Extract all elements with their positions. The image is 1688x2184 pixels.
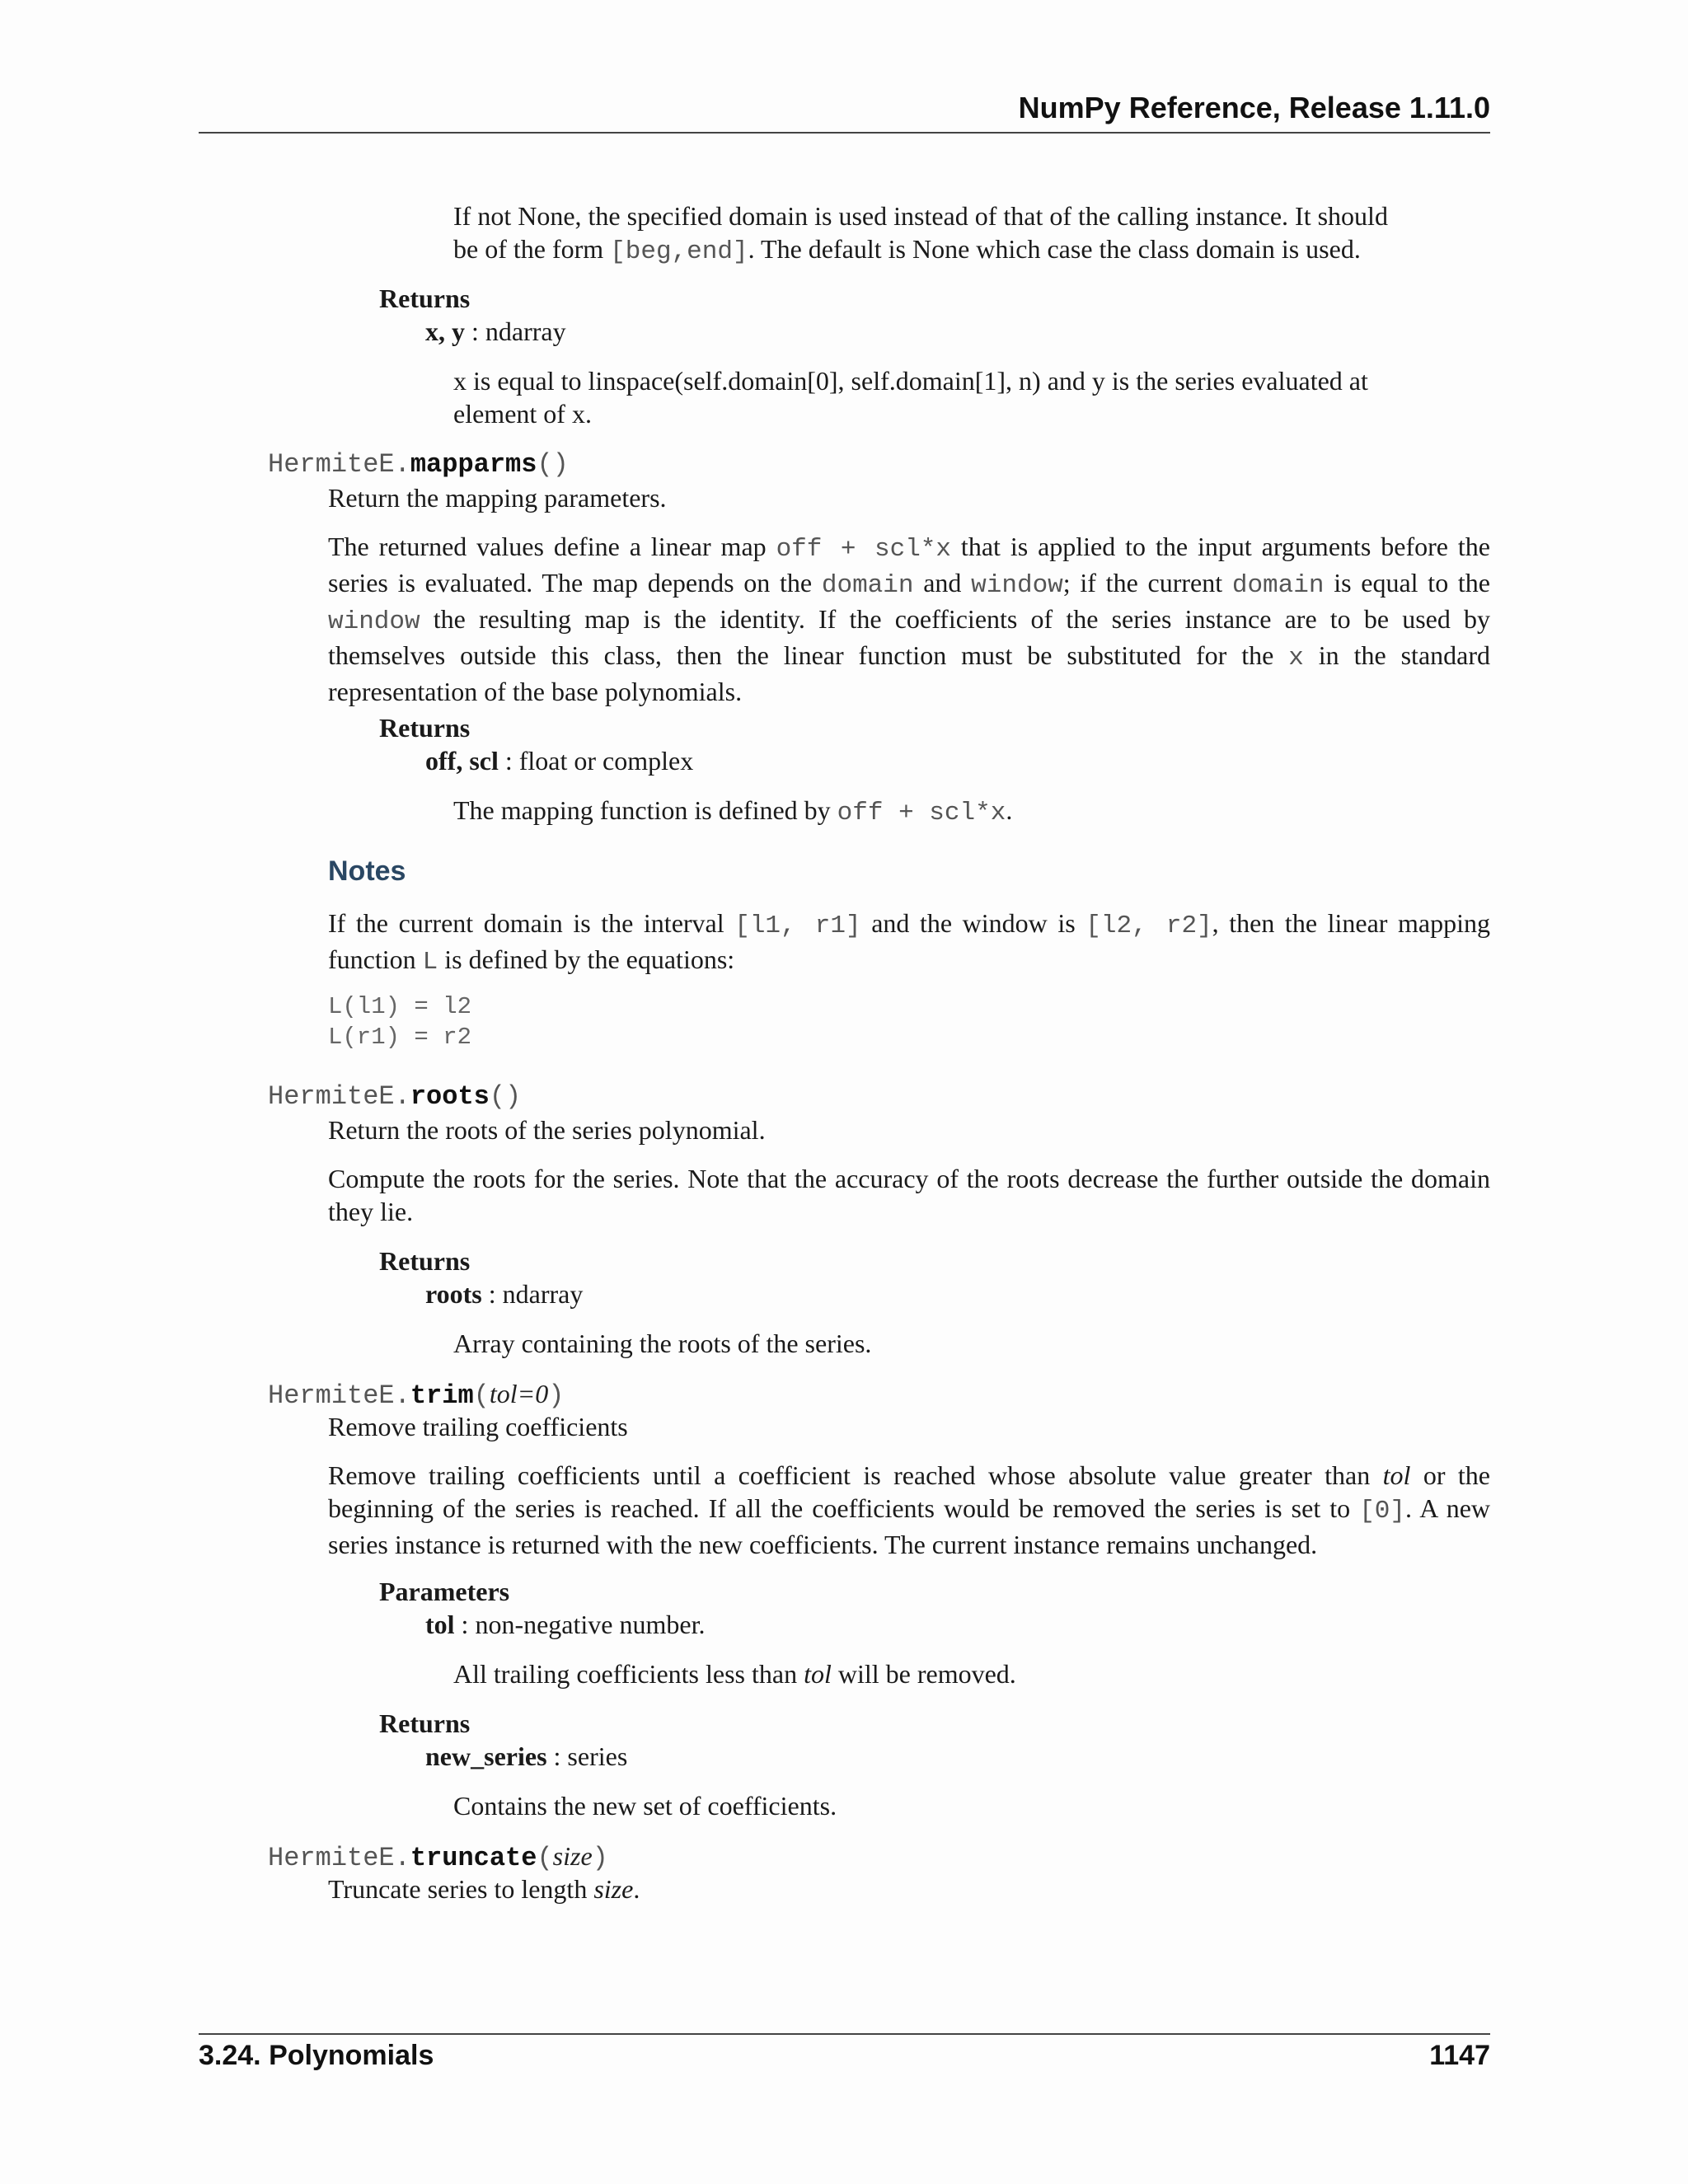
trim-signature: [268, 1377, 564, 1413]
method-name: mapparms: [410, 449, 537, 480]
returns-heading: Returns: [379, 1708, 471, 1738]
text: .: [633, 1874, 640, 1904]
roots-signature: [268, 1080, 521, 1113]
param-description: [453, 1657, 1016, 1690]
return-field: [425, 1277, 583, 1310]
return-type: : series: [546, 1741, 628, 1771]
mapparms-signature: [268, 448, 569, 481]
param-ref: size: [593, 1874, 634, 1904]
returns-heading: Returns: [379, 713, 471, 743]
text: and: [913, 568, 972, 598]
return-field: [425, 315, 566, 348]
return-field: [425, 1740, 627, 1773]
method-args: (): [537, 449, 569, 480]
truncate-summary: [328, 1872, 640, 1905]
param-ref: tol: [804, 1659, 832, 1689]
paren: ): [592, 1843, 608, 1873]
page-number: 1147: [1429, 2040, 1490, 2071]
inline-code: x: [1288, 644, 1304, 673]
param-name: tol: [425, 1610, 455, 1639]
inline-code: domain: [821, 571, 914, 600]
return-name: x, y: [425, 316, 465, 346]
text: . A new series instance is returned with the new coefficients. The current instance remains unchanged.: [328, 1493, 1490, 1559]
notes-heading: Notes: [328, 855, 406, 887]
text: will be removed.: [831, 1659, 1016, 1689]
class-prefix: HermiteE.: [268, 1380, 410, 1411]
paren: (: [473, 1380, 490, 1411]
return-name: new_series: [425, 1741, 547, 1771]
class-prefix: HermiteE.: [268, 1081, 410, 1112]
text: and the window is: [860, 908, 1086, 938]
text: The mapping function is defined by: [453, 795, 837, 825]
inline-code: [l2, r2]: [1085, 912, 1212, 940]
class-prefix: HermiteE.: [268, 449, 410, 480]
inline-code: window: [328, 607, 420, 636]
page-header: [199, 91, 1490, 134]
return-name: off, scl: [425, 746, 499, 776]
method-name: truncate: [410, 1843, 537, 1873]
text: the resulting map is the identity. If the coefficients of the series instance are to be used by themselves outside this class, then the linear function must be substituted for the: [328, 604, 1490, 670]
text: Truncate series to length: [328, 1874, 594, 1904]
return-field: [425, 744, 693, 777]
notes-description: [328, 907, 1490, 979]
class-prefix: HermiteE.: [268, 1843, 410, 1873]
return-description: x is equal to linspace(self.domain[0], self.domain[1], n) and y is the series evaluated at element of x.: [453, 366, 1368, 429]
return-description: Array containing the roots of the series.: [453, 1329, 872, 1358]
parameters-heading: Parameters: [379, 1577, 510, 1606]
truncate-signature: [268, 1840, 608, 1875]
text: is equal to the: [1324, 568, 1491, 598]
text: in the standard representation of the base polynomials.: [328, 640, 1490, 706]
return-type: : float or complex: [498, 746, 694, 776]
return-name: roots: [425, 1279, 482, 1309]
param-field: [425, 1608, 705, 1641]
param-ref: tol: [1382, 1460, 1411, 1490]
method-param: tol=0: [489, 1379, 549, 1408]
footer-section: 3.24. Polynomials: [199, 2040, 434, 2071]
header-title: NumPy Reference, Release 1.11.0: [1018, 91, 1490, 124]
inline-code: domain: [1231, 571, 1325, 600]
returns-heading: Returns: [379, 284, 471, 313]
code-line: L(r1) = r2: [328, 1024, 472, 1051]
text: is defined by the equations:: [438, 944, 735, 974]
code-line: L(l1) = l2: [328, 993, 472, 1020]
method-param: size: [552, 1841, 593, 1871]
inline-code: [l1, r1]: [734, 912, 861, 940]
page-footer: [199, 2033, 1490, 2071]
roots-summary: Return the roots of the series polynomial.: [328, 1115, 766, 1145]
method-name: trim: [410, 1380, 474, 1411]
inline-code: [0]: [1359, 1497, 1406, 1526]
trim-description: [328, 1459, 1490, 1561]
text: that is applied to the input arguments before the series is evaluated. The map depends on the: [328, 532, 1491, 598]
returns-heading: Returns: [379, 1246, 471, 1276]
method-args: (): [489, 1081, 522, 1112]
paren: (: [537, 1843, 553, 1873]
text: , then the linear mapping function: [328, 908, 1490, 974]
inline-code: off + scl*x: [837, 799, 1006, 827]
text: Remove trailing coefficients until a coefficient is reached whose absolute value greater than: [328, 1460, 1383, 1490]
text: The returned values define a linear map: [328, 532, 776, 561]
paren: ): [548, 1380, 565, 1411]
text: .: [1006, 795, 1013, 825]
return-type: : ndarray: [481, 1279, 584, 1309]
method-name: roots: [410, 1081, 490, 1112]
text: If not None, the specified domain is used instead of that of the calling instance. It should be of the form: [453, 201, 1388, 264]
inline-code: window: [971, 571, 1063, 600]
return-description: Contains the new set of coefficients.: [453, 1791, 837, 1821]
inline-code: L: [422, 948, 438, 977]
param-type: : non-negative number.: [454, 1610, 706, 1639]
text: ; if the current: [1062, 568, 1232, 598]
mapparms-description: [328, 530, 1490, 708]
code-block: [328, 991, 471, 1052]
roots-description: Compute the roots for the series. Note that the accuracy of the roots decrease the further outside the domain they lie.: [328, 1164, 1490, 1226]
return-type: : ndarray: [465, 316, 566, 346]
text: If the current domain is the interval: [328, 908, 735, 938]
text: . The default is None which case the class domain is used.: [748, 234, 1361, 264]
inline-code: [beg,end]: [610, 237, 748, 266]
text: or the beginning of the series is reached. If all the coefficients would be removed the series is set to: [328, 1460, 1491, 1523]
trim-summary: Remove trailing coefficients: [328, 1412, 628, 1441]
domain-param-description: [453, 199, 1409, 269]
mapparms-summary: Return the mapping parameters.: [328, 483, 667, 513]
return-description: [453, 794, 1012, 830]
text: All trailing coefficients less than: [453, 1659, 804, 1689]
inline-code: off + scl*x: [776, 535, 952, 564]
